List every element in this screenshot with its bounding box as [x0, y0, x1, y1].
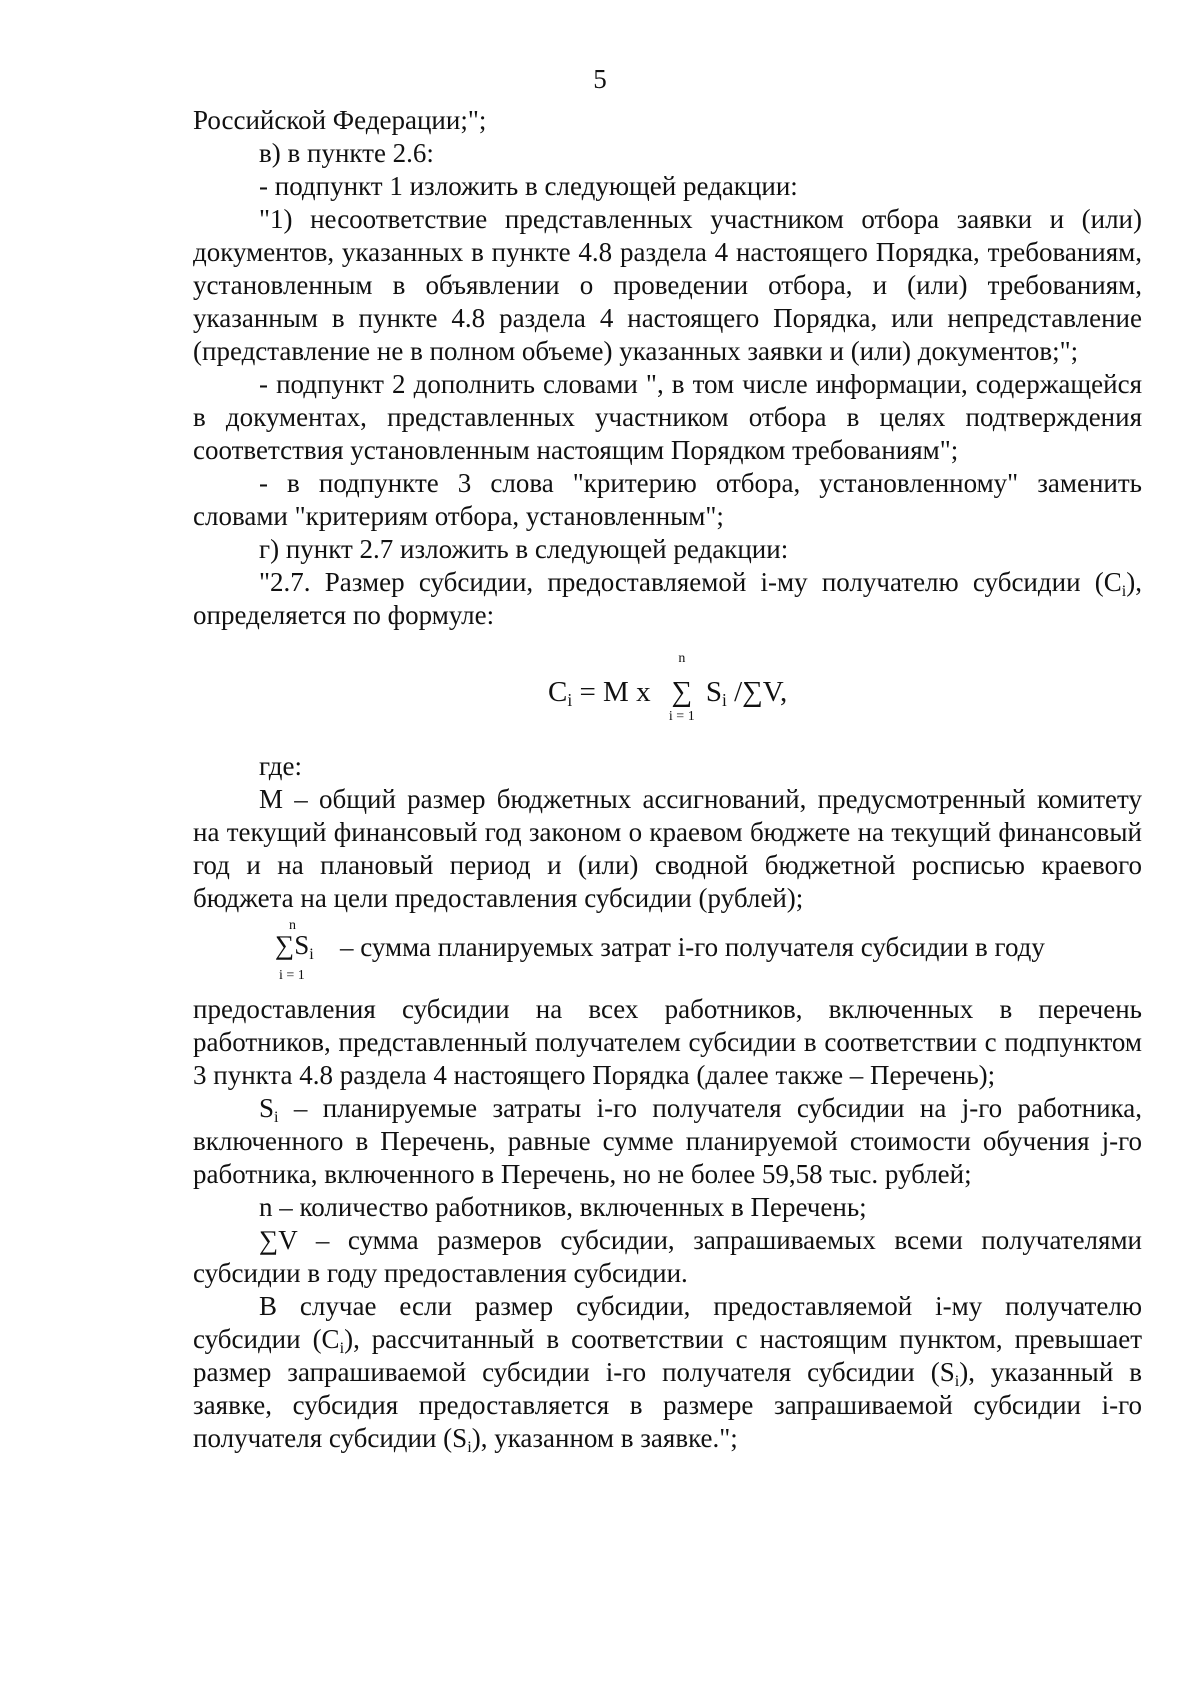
subscript: i	[567, 690, 573, 711]
subscript: i	[274, 1107, 279, 1126]
text-span: ), определяется по формуле:	[193, 567, 1142, 630]
formula-mid: = M x	[572, 676, 658, 708]
subscript: i	[1121, 581, 1127, 600]
sum-lower-limit: i = 1	[668, 709, 695, 724]
formula	[193, 651, 1142, 730]
text-span: ), указанный в заявке, субсидия предоставляется в размере запрашиваемой субсидии i-го получателя субсидии (S	[193, 1357, 1142, 1453]
paragraph: - в подпункте 3 слова "критерию отбора, установленному" заменить словами "критериям отбора, установленным";	[193, 468, 1142, 531]
text-span: S	[259, 1093, 275, 1123]
page-number: 5	[593, 64, 607, 94]
subscript: i	[467, 1437, 472, 1456]
text-span: – сумма планируемых затрат i-го получателя субсидии в году	[340, 932, 1045, 962]
paragraph: "1) несоответствие представленных участником отбора заявки и (или) документов, указанных в пункте 4.8 раздела 4 настоящего Порядка, требованиям, установленным в объявлении о проведении отбора, и (или) требованиям, указанным в пункте 4.8 раздела 4 настоящего Порядка, или непредставление (представление не в полном объеме) указанных заявки и (или) документов;";	[193, 204, 1142, 366]
subscript: i	[309, 944, 314, 963]
paragraph: - подпункт 2 дополнить словами ", в том числе информации, содержащейся в документах, представленных участником отбора в целях подтверждения соответствия установленным настоящим Порядком требованиям";	[193, 369, 1142, 465]
sigma-icon: ∑	[671, 676, 693, 708]
text-span: – планируемые затраты i-го получателя субсидии на j-го работника, включенного в Перечень, равные сумме планируемой стоимости обучения j-го работника, включенного в Перечень, но не более 59,58 тыс. рублей;	[193, 1093, 1142, 1189]
text-span: "2.7. Размер субсидии, предоставляемой i-му получателю субсидии (C	[259, 567, 1122, 597]
sum-symbol	[275, 918, 314, 983]
paragraph: - подпункт 1 изложить в следующей редакции:	[259, 171, 798, 201]
paragraph: в) в пункте 2.6:	[259, 138, 434, 168]
paragraph: Российской Федерации;";	[193, 105, 487, 135]
paragraph: М – общий размер бюджетных ассигнований, предусмотренный комитету на текущий финансовый год законом о краевом бюджете на текущий финансовый год и на плановый период и (или) сводной бюджетной росписью краевого бюджета на цели предоставления субсидии (рублей);	[193, 784, 1142, 913]
paragraph	[193, 1092, 1142, 1191]
paragraph: г) пункт 2.7 изложить в следующей редакции:	[259, 534, 789, 564]
sum-definition	[193, 918, 1142, 993]
paragraph: n – количество работников, включенных в Перечень;	[259, 1192, 867, 1222]
sigma-icon: ∑	[275, 930, 295, 960]
paragraph: где:	[259, 751, 302, 781]
sum-symbol	[662, 651, 702, 724]
document-body	[193, 104, 1142, 1455]
formula-term: S	[705, 676, 722, 708]
formula-term: S	[294, 930, 310, 960]
text-span: В случае если размер субсидии, предоставляемой i-му получателю субсидии (C	[193, 1291, 1142, 1354]
subscript: i	[954, 1371, 960, 1390]
formula-lhs: C	[548, 676, 568, 708]
subscript: i	[339, 1338, 345, 1357]
text-span: ), указанном в заявке.";	[471, 1423, 738, 1453]
text-span: ), рассчитанный в соответствии с настоящим пунктом, превышает размер запрашиваемой субсидии i-го получателя субсидии (S	[193, 1324, 1142, 1387]
sum-lower-limit: i = 1	[279, 968, 305, 983]
paragraph: предоставления субсидии на всех работников, включенных в перечень работников, представленный получателем субсидии в соответствии с подпунктом 3 пункта 4.8 раздела 4 настоящего Порядка (далее также – Перечень);	[193, 994, 1142, 1090]
sum-upper-limit: n	[289, 918, 296, 933]
sum-upper-limit: n	[678, 651, 686, 666]
paragraph	[193, 1290, 1142, 1455]
formula-rhs: /∑V,	[726, 676, 788, 708]
paragraph: ∑V – сумма размеров субсидии, запрашиваемых всеми получателями субсидии в году предоставления субсидии.	[193, 1225, 1142, 1288]
subscript: i	[721, 690, 727, 711]
paragraph	[193, 566, 1142, 632]
